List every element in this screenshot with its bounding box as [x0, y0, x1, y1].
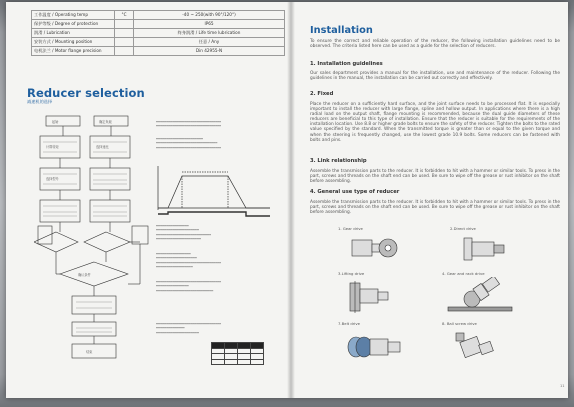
selection-text-block: ━━━━━━━━━━━━━━━━━━━━━━━━━━━━━━━━ ━━━━━━━━━━━━━━━━ ━━━━━━━━━━━━━━━━━━━━━━━━━━━━	[156, 280, 222, 293]
section-heading: 4. General use type of reducer	[310, 189, 400, 195]
figure-caption: 7.Belt drive	[338, 321, 360, 326]
flowchart-decision	[60, 262, 128, 286]
figure-caption: 8. Ball screw drive	[442, 321, 477, 326]
right-page	[292, 2, 568, 398]
reducer-selection-subtitle: 减速机的选择	[27, 99, 53, 104]
reducer-selection-title: Reducer selection	[27, 86, 145, 100]
spec-unit	[115, 46, 134, 55]
gear-drive-figure	[336, 232, 416, 266]
flowchart-label: 计算转矩	[46, 145, 59, 149]
section-text: Place the reducer on a sufficiently hard surface, and the joint surface needs to be processed flat. It is especially important to install the reducer with large flange, spline and hollow output. In applications where there is a high radial load on the output shaft, flange mounting is recommended, because the dual guide diameters of these reducers are beneficial to this type of installation. Ensure that the reducer is suitable for the requirements of the installation location. Use 8.8 or higher grade bolts to ensure the safety of the reducer. Tighten the bolts to the rated value specified by the standard. When the transmitted torque is greater than or equal to the given torque and when the steering is frequently changed, use the lowest grade 10.9 bolts. Some reducers can be fastened with bolts and pins.	[310, 102, 560, 143]
spec-unit	[115, 19, 134, 28]
belt-drive-figure	[336, 327, 416, 367]
flowchart-box	[90, 168, 130, 190]
spec-label: 保护等级 / Degree of protection	[32, 19, 115, 28]
selection-table	[211, 342, 264, 365]
section-text: Assemble the transmission parts to the reducer. It is forbidden to hit with a hammer or similar tools. To press in the part, screws and threads on the shaft end can be used. Be sure to wipe off the grease or rust inhibitor on the shaft before assembling.	[310, 200, 560, 216]
flowchart-label: 确定负载	[99, 120, 112, 124]
section-heading: 2. Fixed	[310, 91, 334, 97]
page-number: 11	[560, 384, 565, 388]
direct-drive-figure	[442, 232, 522, 266]
spec-table	[31, 10, 285, 56]
installation-title: Installation	[310, 25, 373, 36]
flowchart-box	[132, 226, 148, 244]
spec-row	[32, 37, 285, 46]
flowchart-decision	[34, 232, 78, 252]
lifting-drive-figure	[336, 277, 416, 317]
spec-unit: °C	[115, 11, 134, 20]
spec-value: 终身润滑 / Life time lubrication	[134, 28, 285, 37]
spec-value: Din 42955-N	[134, 46, 285, 55]
spec-unit	[115, 37, 134, 46]
figure-caption: 1. Gear drive	[338, 226, 363, 231]
flowchart-label: 结束	[86, 350, 93, 354]
gear-rack-drive-figure	[442, 277, 522, 317]
spec-value: 任意 / Any	[134, 37, 285, 46]
selection-text-block: ━━━━━━━━━━━━━━━━━━━━━━━━━━━━━━━━ ━━━━━━━━━━━━━━ ━━━━━━━━━━━━━━━━━━━━━	[156, 322, 222, 335]
spec-label: 工作温度 / Operating temp	[32, 11, 115, 20]
spec-label: 电机法兰 / Motor flange precision	[32, 46, 115, 55]
section-text: Our sales department provides a manual for the installation, use and maintenance of the reducer. Following the guidelines in the manual, the installation can be carried out correctly and effectively.	[310, 71, 560, 82]
ball-screw-drive-figure	[442, 327, 522, 367]
load-cycle-diagram	[154, 162, 272, 220]
figure-caption: 4. Gear and rack drive	[442, 271, 485, 276]
flowchart-label: 选择速比	[96, 145, 109, 149]
spec-value: -40 ~ 250(with 90°/120°)	[134, 11, 285, 20]
flowchart-label: 确认条件	[78, 273, 91, 277]
flowchart-box	[72, 344, 116, 358]
spec-row	[32, 28, 285, 37]
section-text: Assemble the transmission parts to the reducer. It is forbidden to hit with a hammer or similar tools. To press in the part, screws and threads on the shaft end can be used. Be sure to wipe off the grease or rust inhibitor on the shaft before assembling.	[310, 169, 560, 185]
flowchart-box	[40, 200, 80, 222]
selection-flowchart	[34, 114, 150, 364]
flowchart-label: 起始	[52, 120, 59, 124]
spec-row	[32, 11, 285, 20]
figure-caption: 3.Lifting drive	[338, 271, 365, 276]
flowchart-box	[72, 296, 116, 314]
flowchart-box	[72, 322, 116, 336]
section-heading: 1. Installation guidelines	[310, 61, 383, 67]
flowchart-decision	[84, 232, 130, 252]
selection-text-block: ━━━━━━━━━━━━━━━━━ ━━━━━━━━━━━━━━━━━━━━ ━━━━━━━━━━━━━━━━━━━━━━━━━━━━━━━━ ━━━━━━━━━━━━━━━━━━	[156, 252, 222, 269]
spec-unit	[115, 28, 134, 37]
section-heading: 3. Link relationship	[310, 158, 367, 164]
flowchart-box	[90, 200, 130, 222]
spec-label: 润滑 / Lubrication	[32, 28, 115, 37]
left-page	[6, 2, 290, 398]
installation-intro: To ensure the correct and reliable operation of the reducer, the following installation guidelines need to be observed. The criteria listed here can be used as a guide for the selection of reducers.	[310, 39, 560, 50]
figure-caption: 2.Direct drive	[450, 226, 476, 231]
spec-row	[32, 19, 285, 28]
selection-text-block: ━━━━━━━━━━━━━━━━ ━━━━━━━━━━━━━━━━━━━━━ ━━━━━━━━━━━━━━━━━━━━━━━━━━━ ━━━━━━━━━━━━━━━━━━━━━━	[156, 224, 212, 241]
selection-text-block: ━━━━━━━━━━━━━━━━━━━━━━━━━━━━━━━━ ━━━━━━━━━━━━━━━━━━━━━━━━━━━━━━━━	[156, 120, 222, 129]
spec-label: 安装方式 / Mounting position	[32, 37, 115, 46]
spec-value: IP65	[134, 19, 285, 28]
flowchart-label: 选择型号	[46, 177, 59, 181]
spec-row	[32, 46, 285, 55]
selection-text-block: ━━━━━━━━━━━━━━━━━━━━━━━ ━━━━━━━━━━━━━━━━━━━━━━━━━━━━━━ ━━━━━━━━━━━━━━━━━━━━━━━━━━━━━━━━	[156, 137, 222, 150]
